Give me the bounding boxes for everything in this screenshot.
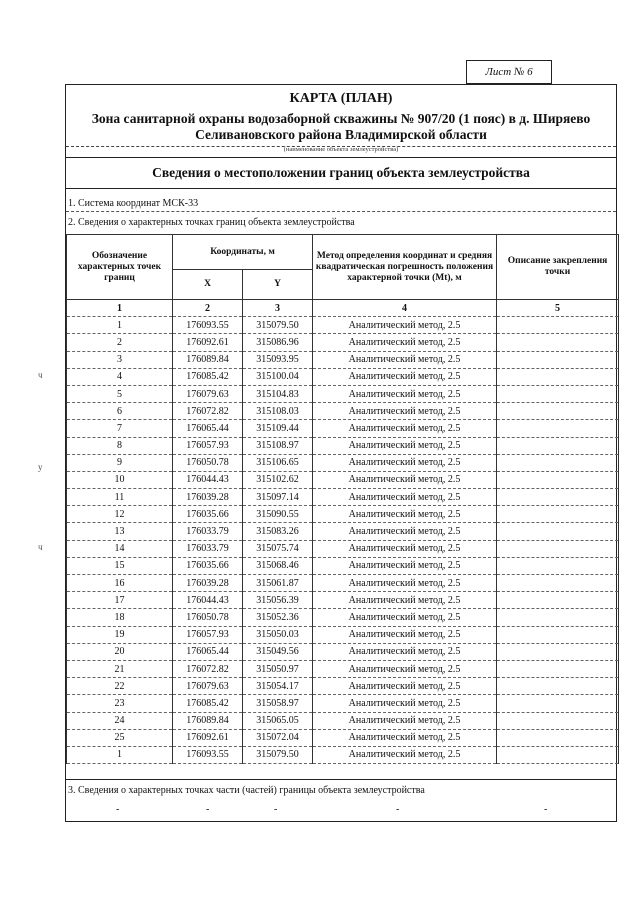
cell-point: 7 xyxy=(67,420,173,437)
cell-desc xyxy=(497,540,619,557)
table-row xyxy=(67,712,619,729)
table-row xyxy=(67,317,619,334)
cell-x: 176057.93 xyxy=(173,437,243,454)
cell-method: Аналитический метод, 2.5 xyxy=(313,575,497,592)
cell-point: 15 xyxy=(67,557,173,574)
cell-method: Аналитический метод, 2.5 xyxy=(313,506,497,523)
column-number: 5 xyxy=(497,300,619,317)
cell-method: Аналитический метод, 2.5 xyxy=(313,729,497,746)
cell-desc xyxy=(497,746,619,763)
cell-x: 176044.43 xyxy=(173,471,243,488)
cell-x: 176033.79 xyxy=(173,523,243,540)
cell-desc xyxy=(497,729,619,746)
cell-method: Аналитический метод, 2.5 xyxy=(313,437,497,454)
cell-method: Аналитический метод, 2.5 xyxy=(313,712,497,729)
cell-x: 176079.63 xyxy=(173,385,243,402)
cell-method: Аналитический метод, 2.5 xyxy=(313,695,497,712)
cell-method: Аналитический метод, 2.5 xyxy=(313,489,497,506)
divider xyxy=(66,211,616,212)
cell-point: 1 xyxy=(67,317,173,334)
cell-desc xyxy=(497,557,619,574)
cell-desc xyxy=(497,317,619,334)
column-number: 2 xyxy=(173,300,243,317)
cell-y: 315108.97 xyxy=(243,437,313,454)
cell-method: Аналитический метод, 2.5 xyxy=(313,471,497,488)
parts-cell: - xyxy=(544,804,548,815)
margin-mark: ч xyxy=(38,542,43,552)
parts-cell: - xyxy=(396,804,400,815)
cell-y: 315079.50 xyxy=(243,746,313,763)
table-row xyxy=(67,385,619,402)
cell-point: 3 xyxy=(67,351,173,368)
cell-method: Аналитический метод, 2.5 xyxy=(313,660,497,677)
cell-y: 315102.62 xyxy=(243,471,313,488)
table-row xyxy=(67,351,619,368)
cell-desc xyxy=(497,368,619,385)
parts-line: 3. Сведения о характерных точках части (частей) границы объекта землеустройства xyxy=(68,785,425,796)
cell-point: 21 xyxy=(67,660,173,677)
cell-x: 176085.42 xyxy=(173,695,243,712)
cell-x: 176072.82 xyxy=(173,660,243,677)
cell-method: Аналитический метод, 2.5 xyxy=(313,626,497,643)
table-row xyxy=(67,471,619,488)
cell-x: 176085.42 xyxy=(173,368,243,385)
cell-point: 6 xyxy=(67,403,173,420)
cell-x: 176072.82 xyxy=(173,403,243,420)
parts-cell: - xyxy=(206,804,210,815)
cell-y: 315083.26 xyxy=(243,523,313,540)
table-row xyxy=(67,592,619,609)
table-row xyxy=(67,489,619,506)
table-row xyxy=(67,368,619,385)
cell-point: 22 xyxy=(67,678,173,695)
cell-desc xyxy=(497,523,619,540)
cell-x: 176039.28 xyxy=(173,489,243,506)
divider xyxy=(66,157,616,158)
table-row xyxy=(67,540,619,557)
table-row xyxy=(67,557,619,574)
cell-point: 20 xyxy=(67,643,173,660)
table-row xyxy=(67,506,619,523)
table-row xyxy=(67,575,619,592)
cell-desc xyxy=(497,385,619,402)
cell-method: Аналитический метод, 2.5 xyxy=(313,746,497,763)
parts-row xyxy=(66,801,618,821)
characteristic-points-line: 2. Сведения о характерных точках границ объекта землеустройства xyxy=(68,217,355,228)
table-row xyxy=(67,334,619,351)
cell-point: 14 xyxy=(67,540,173,557)
cell-point: 11 xyxy=(67,489,173,506)
header-description: Описание закрепления точки xyxy=(497,235,619,300)
cell-y: 315050.97 xyxy=(243,660,313,677)
section-title: Сведения о местоположении границ объекта землеустройства xyxy=(152,165,530,180)
cell-y: 315100.04 xyxy=(243,368,313,385)
cell-desc xyxy=(497,695,619,712)
coordinate-system-line: 1. Система координат МСК-33 xyxy=(68,198,199,209)
cell-y: 315061.87 xyxy=(243,575,313,592)
cell-method: Аналитический метод, 2.5 xyxy=(313,557,497,574)
cell-x: 176050.78 xyxy=(173,609,243,626)
coordinates-table xyxy=(66,234,619,764)
table-row xyxy=(67,523,619,540)
cell-method: Аналитический метод, 2.5 xyxy=(313,643,497,660)
cell-y: 315065.05 xyxy=(243,712,313,729)
cell-y: 315072.04 xyxy=(243,729,313,746)
cell-method: Аналитический метод, 2.5 xyxy=(313,454,497,471)
cell-method: Аналитический метод, 2.5 xyxy=(313,540,497,557)
cell-x: 176039.28 xyxy=(173,575,243,592)
table-row xyxy=(67,437,619,454)
header-coordinates: Координаты, м xyxy=(173,235,313,270)
cell-method: Аналитический метод, 2.5 xyxy=(313,334,497,351)
cell-point: 19 xyxy=(67,626,173,643)
cell-desc xyxy=(497,437,619,454)
object-name-caption: (наименование объекта землеустройства) xyxy=(283,146,399,153)
column-number: 1 xyxy=(67,300,173,317)
cell-desc xyxy=(497,592,619,609)
cell-y: 315104.83 xyxy=(243,385,313,402)
margin-mark: у xyxy=(38,462,43,472)
table-row xyxy=(67,403,619,420)
cell-method: Аналитический метод, 2.5 xyxy=(313,609,497,626)
cell-desc xyxy=(497,420,619,437)
cell-desc xyxy=(497,506,619,523)
cell-y: 315049.56 xyxy=(243,643,313,660)
cell-x: 176093.55 xyxy=(173,317,243,334)
cell-y: 315106.65 xyxy=(243,454,313,471)
cell-x: 176079.63 xyxy=(173,678,243,695)
cell-desc xyxy=(497,575,619,592)
cell-desc xyxy=(497,678,619,695)
header-y: Y xyxy=(243,270,313,300)
cell-method: Аналитический метод, 2.5 xyxy=(313,368,497,385)
cell-desc xyxy=(497,489,619,506)
cell-method: Аналитический метод, 2.5 xyxy=(313,317,497,334)
sheet-number-label: Лист № 6 xyxy=(466,60,552,84)
cell-y: 315052.36 xyxy=(243,609,313,626)
cell-point: 24 xyxy=(67,712,173,729)
cell-point: 8 xyxy=(67,437,173,454)
object-name: Зона санитарной охраны водозаборной скважины № 907/20 (1 пояс) в д. Ширяево Селивановского района Владимирской области xyxy=(91,111,591,142)
cell-x: 176065.44 xyxy=(173,420,243,437)
table-row xyxy=(67,729,619,746)
cell-point: 18 xyxy=(67,609,173,626)
cell-desc xyxy=(497,609,619,626)
cell-desc xyxy=(497,643,619,660)
cell-x: 176093.55 xyxy=(173,746,243,763)
cell-y: 315056.39 xyxy=(243,592,313,609)
column-number: 4 xyxy=(313,300,497,317)
cell-y: 315093.95 xyxy=(243,351,313,368)
header-designation: Обозначение характерных точек границ xyxy=(67,235,173,300)
column-number: 3 xyxy=(243,300,313,317)
cell-point: 25 xyxy=(67,729,173,746)
cell-y: 315086.96 xyxy=(243,334,313,351)
cell-method: Аналитический метод, 2.5 xyxy=(313,420,497,437)
cell-desc xyxy=(497,351,619,368)
cell-desc xyxy=(497,712,619,729)
cell-x: 176033.79 xyxy=(173,540,243,557)
cell-point: 12 xyxy=(67,506,173,523)
cell-point: 5 xyxy=(67,385,173,402)
cell-desc xyxy=(497,454,619,471)
cell-y: 315108.03 xyxy=(243,403,313,420)
header-method: Метод определения координат и средняя квадратическая погрешность положения характерной точки (Mt), м xyxy=(313,235,497,300)
parts-cell: - xyxy=(274,804,278,815)
table-row xyxy=(67,454,619,471)
margin-mark: ч xyxy=(38,370,43,380)
cell-x: 176092.61 xyxy=(173,334,243,351)
table-row xyxy=(67,626,619,643)
divider xyxy=(66,779,616,780)
cell-method: Аналитический метод, 2.5 xyxy=(313,403,497,420)
table-row xyxy=(67,746,619,763)
table-row xyxy=(67,609,619,626)
cell-y: 315097.14 xyxy=(243,489,313,506)
cell-desc xyxy=(497,660,619,677)
table-row xyxy=(67,660,619,677)
table-row xyxy=(67,420,619,437)
cell-method: Аналитический метод, 2.5 xyxy=(313,351,497,368)
cell-desc xyxy=(497,471,619,488)
cell-method: Аналитический метод, 2.5 xyxy=(313,523,497,540)
divider xyxy=(66,188,616,189)
cell-point: 2 xyxy=(67,334,173,351)
cell-point: 9 xyxy=(67,454,173,471)
cell-x: 176050.78 xyxy=(173,454,243,471)
cell-y: 315068.46 xyxy=(243,557,313,574)
cell-y: 315054.17 xyxy=(243,678,313,695)
cell-x: 176044.43 xyxy=(173,592,243,609)
cell-y: 315050.03 xyxy=(243,626,313,643)
cell-x: 176065.44 xyxy=(173,643,243,660)
cell-y: 315090.55 xyxy=(243,506,313,523)
cell-x: 176089.84 xyxy=(173,712,243,729)
cell-point: 4 xyxy=(67,368,173,385)
cell-method: Аналитический метод, 2.5 xyxy=(313,678,497,695)
cell-point: 1 xyxy=(67,746,173,763)
cell-point: 10 xyxy=(67,471,173,488)
cell-y: 315079.50 xyxy=(243,317,313,334)
cell-point: 17 xyxy=(67,592,173,609)
table-row xyxy=(67,695,619,712)
cell-x: 176035.66 xyxy=(173,557,243,574)
table-row xyxy=(67,643,619,660)
table-row xyxy=(67,678,619,695)
cell-y: 315075.74 xyxy=(243,540,313,557)
cell-y: 315058.97 xyxy=(243,695,313,712)
cell-x: 176035.66 xyxy=(173,506,243,523)
cell-x: 176057.93 xyxy=(173,626,243,643)
cell-point: 23 xyxy=(67,695,173,712)
cell-method: Аналитический метод, 2.5 xyxy=(313,385,497,402)
cell-method: Аналитический метод, 2.5 xyxy=(313,592,497,609)
cell-point: 16 xyxy=(67,575,173,592)
cell-desc xyxy=(497,403,619,420)
header-x: X xyxy=(173,270,243,300)
cell-desc xyxy=(497,334,619,351)
cell-desc xyxy=(497,626,619,643)
cell-x: 176092.61 xyxy=(173,729,243,746)
cell-x: 176089.84 xyxy=(173,351,243,368)
cell-point: 13 xyxy=(67,523,173,540)
cell-y: 315109.44 xyxy=(243,420,313,437)
document-frame xyxy=(65,84,617,822)
column-number-row xyxy=(67,300,619,317)
parts-cell: - xyxy=(116,804,120,815)
map-title: КАРТА (ПЛАН) xyxy=(289,91,393,106)
